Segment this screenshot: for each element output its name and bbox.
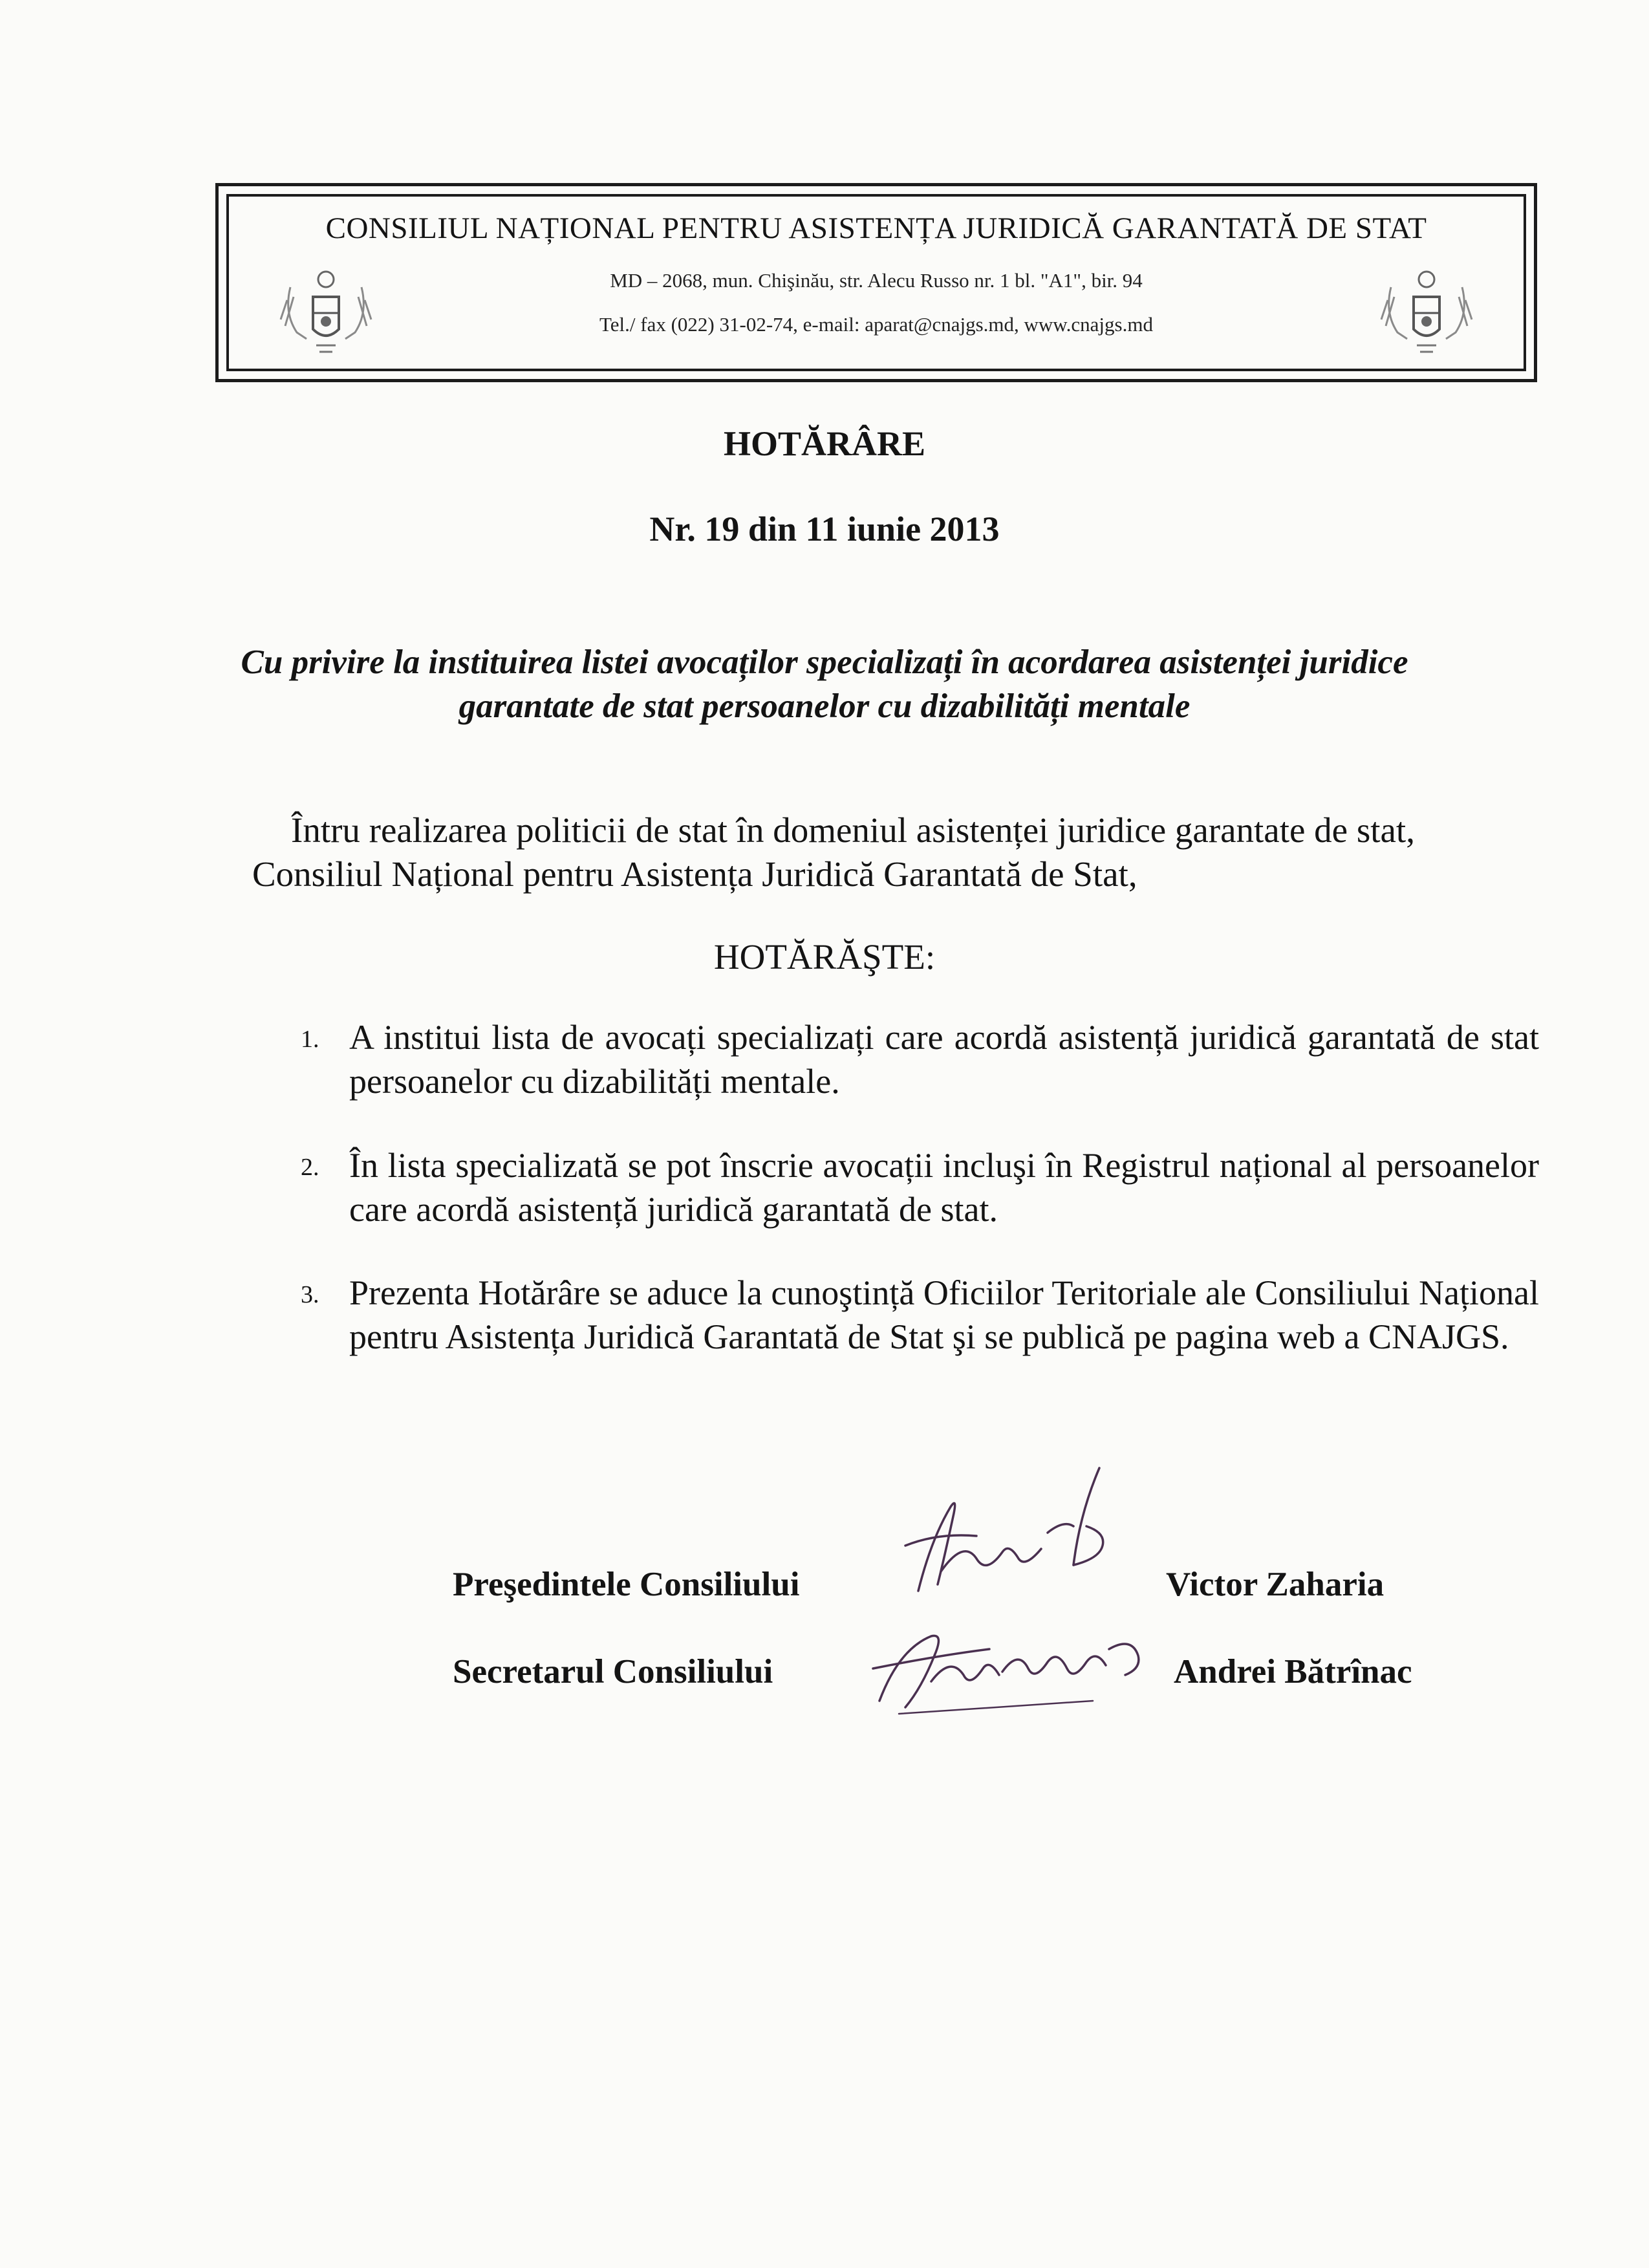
list-item: Prezenta Hotărâre se aduce la cunoştință Oficiilor Teritoriale ale Consiliului Național pentru Asistența Juridică Garantată de Stat şi se publică pe pagina web a CNAJGS. xyxy=(349,1273,1539,1356)
signature-president-icon xyxy=(879,1462,1125,1617)
letterhead-inner-frame xyxy=(226,194,1526,371)
intro-line-2: Consiliul Național pentru Asistența Juridică Garantată de Stat, xyxy=(252,854,1137,894)
organization-address: MD – 2068, mun. Chişinău, str. Alecu Russo nr. 1 bl. "A1", bir. 94 xyxy=(610,269,1143,292)
coat-of-arms-icon xyxy=(277,261,374,365)
intro-paragraph xyxy=(252,808,1481,896)
list-item: A institui lista de avocați specializați care acordă asistență juridică garantată de stat persoanelor cu dizabilități mentale. xyxy=(349,1018,1539,1101)
list-item: În lista specializată se pot înscrie avocații incluşi în Registrul național al persoanelor care acordă asistență juridică garantată de stat. xyxy=(349,1146,1539,1229)
document-type: HOTĂRÂRE xyxy=(723,424,926,463)
coat-of-arms-icon xyxy=(1378,261,1475,365)
signature-name-secretary: Andrei Bătrînac xyxy=(1174,1653,1412,1690)
subject-line-2: garantate de stat persoanelor cu dizabilități mentale xyxy=(458,687,1191,725)
organization-contacts: Tel./ fax (022) 31-02-74, e-mail: aparat@cnajgs.md, www.cnajgs.md xyxy=(599,313,1153,336)
document-number-date: Nr. 19 din 11 iunie 2013 xyxy=(649,510,1000,548)
decree-heading: HOTĂRĂŞTE: xyxy=(713,937,936,977)
signature-role-president: Preşedintele Consiliului xyxy=(453,1566,800,1603)
subject-line-1: Cu privire la instituirea listei avocaților specializați în acordarea asistenței juridice xyxy=(241,643,1408,681)
signature-role-secretary: Secretarul Consiliului xyxy=(453,1653,773,1690)
letterhead xyxy=(215,183,1537,382)
organization-name: CONSILIUL NAȚIONAL PENTRU ASISTENȚA JURIDICĂ GARANTATĂ DE STAT xyxy=(325,211,1427,245)
intro-line-1: Întru realizarea politicii de stat în domeniul asistenței juridice garantate de stat, xyxy=(291,810,1415,850)
item-number: 3. xyxy=(301,1281,319,1308)
signature-secretary-icon xyxy=(860,1610,1158,1720)
item-number: 1. xyxy=(301,1026,319,1053)
signature-name-president: Victor Zaharia xyxy=(1166,1566,1385,1603)
item-number: 2. xyxy=(301,1154,319,1181)
